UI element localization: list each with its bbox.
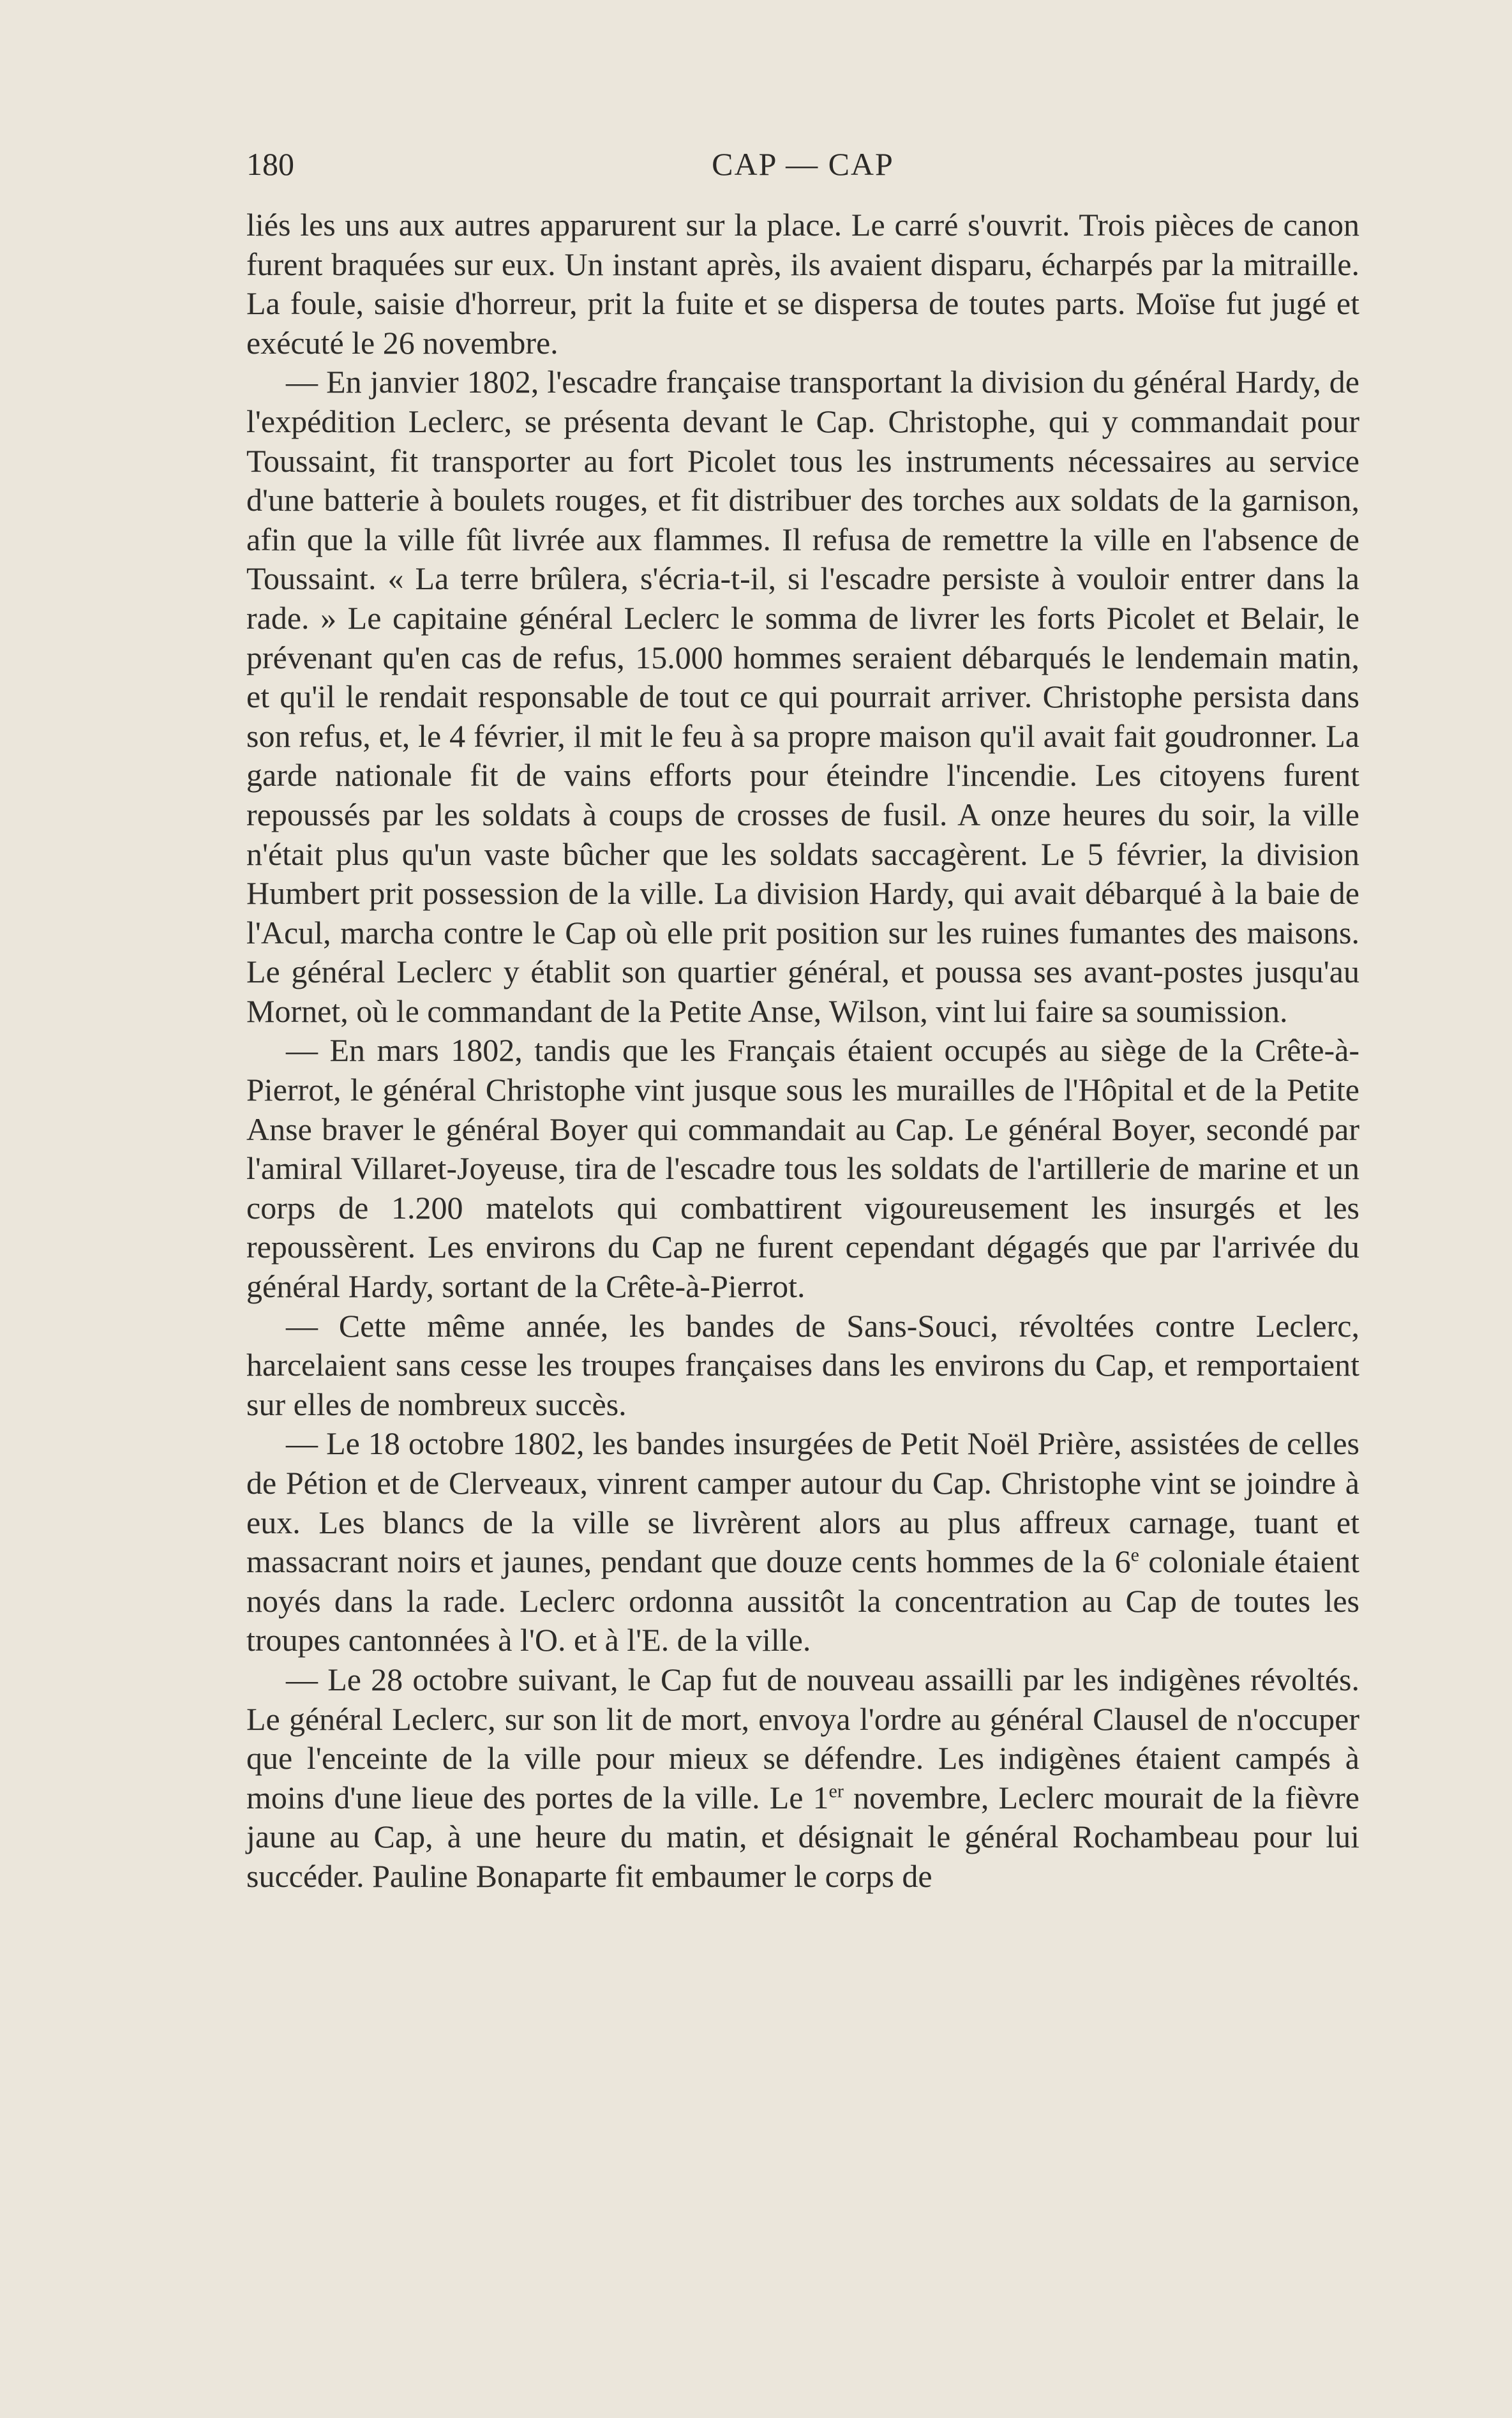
paragraph-5 xyxy=(246,1424,1359,1660)
paragraph-3: — En mars 1802, tandis que les Français étaient occupés au siège de la Crête-à-Pierrot, le général Christophe vint jusque sous les murailles de l'Hôpital et de la Petite Anse braver le général Boyer qui commandait au Cap. Le général Boyer, secondé par l'amiral Villaret-Joyeuse, tira de l'escadre tous les soldats de l'artillerie de marine et un corps de 1.200 matelots qui combattirent vigoureusement les insurgés et les repoussèrent. Les environs du Cap ne furent cependant dégagés que par l'arrivée du général Hardy, sortant de la Crête-à-Pierrot. xyxy=(246,1032,1359,1305)
paragraph-6 xyxy=(246,1660,1359,1896)
page-number: 180 xyxy=(246,146,294,182)
paragraph-2: — En janvier 1802, l'escadre française transportant la division du général Hardy, de l'expédition Leclerc, se présenta devant le Cap. Christophe, qui y commandait pour Toussaint, fit transporter au fort Picolet tous les instruments nécessaires au service d'une batterie à boulets rouges, et fit distribuer des torches aux soldats de la garnison, afin que la ville fût livrée aux flammes. Il refusa de remettre la ville en l'absence de Toussaint. « La terre brûlera, s'écria-t-il, si l'escadre persiste à vouloir entrer dans la rade. » Le capitaine général Leclerc le somma de livrer les forts Picolet et Belair, le prévenant qu'en cas de refus, 15.000 hommes seraient débarqués le lendemain matin, et qu'il le rendait responsable de tout ce qui pourrait arriver. Christophe persista dans son refus, et, le 4 février, il mit le feu à sa propre maison qu'il avait fait goudronner. La garde nationale fit de vains efforts pour éteindre l'incendie. Les citoyens furent repoussés par les soldats à coups de crosses de fusil. A onze heures du soir, la ville n'était plus qu'un vaste bûcher que les soldats saccagèrent. Le 5 février, la division Humbert prit possession de la ville. La division Hardy, qui avait débarqué à la baie de l'Acul, marcha contre le Cap où elle prit position sur les ruines fumantes des maisons. Le général Leclerc y établit son quartier général, et poussa ses avant-postes jusqu'au Mornet, où le commandant de la Petite Anse, Wilson, vint lui faire sa soumission. xyxy=(246,364,1359,1029)
paragraph-5-text-after: coloniale étaient noyés dans la rade. Leclerc ordonna aussitôt la concentration au Cap de toutes les troupes cantonnées à l'O. et à l'E. de la ville. xyxy=(246,1543,1359,1658)
paragraph-6-text-before: — Le 28 octobre suivant, le Cap fut de nouveau assailli par les indigènes révoltés. Le général Leclerc, sur son lit de mort, envoya l'ordre au général Clausel de n'occuper que l'enceinte de la ville pour mieux se défendre. Les indigènes étaient campés à moins d'une lieue des portes de la ville. Le 1 xyxy=(246,1661,1359,1815)
paragraph-6-text-after: novembre, Leclerc mourait de la fièvre jaune au Cap, à une heure du matin, et désignait le général Rochambeau pour lui succéder. Pauline Bonaparte fit embaumer le corps de xyxy=(246,1779,1359,1894)
paragraph-6-superscript: er xyxy=(828,1780,844,1802)
running-title: CAP — CAP xyxy=(712,146,894,182)
page-header xyxy=(246,146,1359,190)
paragraph-4: — Cette même année, les bandes de Sans-Souci, révoltées contre Leclerc, harcelaient sans cesse les troupes françaises dans les environs du Cap, et remportaient sur elles de nombreux succès. xyxy=(246,1307,1359,1422)
body-text xyxy=(246,206,1359,1896)
paragraph-5-superscript: e xyxy=(1130,1544,1139,1566)
paragraph-5-text-before: — Le 18 octobre 1802, les bandes insurgées de Petit Noël Prière, assistées de celles de Pétion et de Clerveaux, vinrent camper autour du Cap. Christophe vint se joindre à eux. Les blancs de la ville se livrèrent alors au plus affreux carnage, tuant et massacrant noirs et jaunes, pendant que douze cents hommes de la 6 xyxy=(246,1425,1359,1580)
paragraph-1: liés les uns aux autres apparurent sur la place. Le carré s'ouvrit. Trois pièces de canon furent braquées sur eux. Un instant après, ils avaient disparu, écharpés par la mitraille. La foule, saisie d'horreur, prit la fuite et se dispersa de toutes parts. Moïse fut jugé et exécuté le 26 novembre. xyxy=(246,207,1359,361)
